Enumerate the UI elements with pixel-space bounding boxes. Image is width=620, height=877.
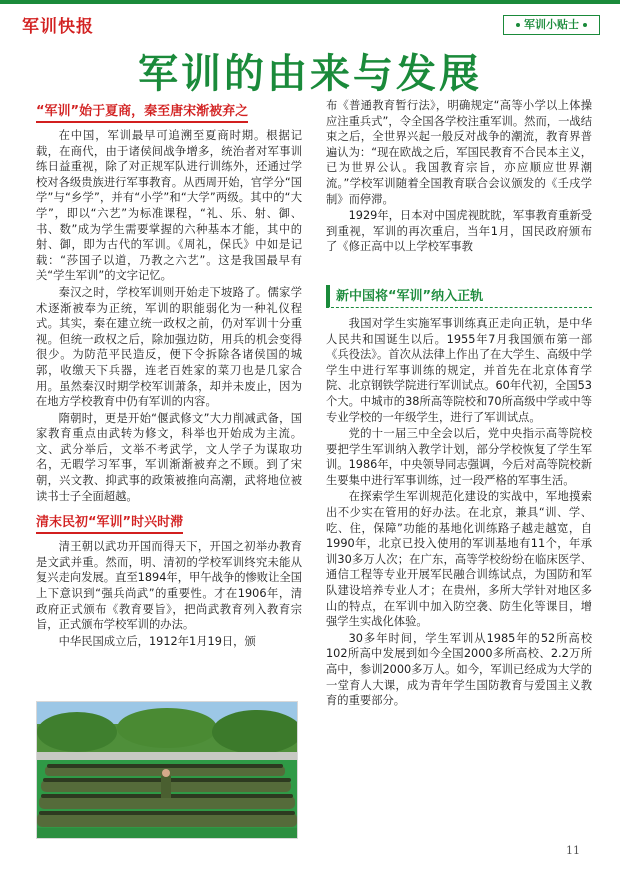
tips-badge: [503, 15, 600, 35]
section-heading-origins: “军训”始于夏商，秦至唐宋渐被弃之: [36, 100, 248, 123]
paragraph: 在中国，军训最早可追溯至夏商时期。根据记载，在商代，由于诸侯间战争增多，统治者对军事训练日益重视，除了对正规军队进行训练外，还通过学校对各级贵族进行军事教育。从西周开始，官学分“国学”与“乡学”，并有“小学”和“大学”两级。其中的“大学”，即以“六艺”为标准课程，“礼、乐、射、御、书、数”成为学生需要掌握的六种基本才能，其中的射、御，即为古代的军训。《周礼，保氏》中如是记载：“莎国子以道，乃教之六艺”。这是我国最早有关“学生军训”的文字记忆。: [36, 129, 302, 283]
paragraph: 隋朝时，更是开始“偃武修文”大力削减武备，国家教育重点由武转为修文，科举也开始成为主流。文、武分举后，文举不考武学，文人学子为谋取功名，无暇学习军事，军训渐渐被弃之不顾。到了宋朝，兴文教、抑武事的政策被推向高潮，武将地位被读书士子全面超越。: [36, 411, 302, 503]
top-rule: [0, 0, 620, 4]
paragraph: 30多年时间，学生军训从1985年的52所高校102所高中发展到如今全国2000多所高校、2.2万所高中，参训2000多万人。如今，军训已经成为大学的一堂育人大课，成为青年学生国防教育与爱国主义教育的重要部分。: [326, 631, 592, 708]
tips-label: 军训小贴士: [524, 18, 579, 31]
bullet-dot-icon: [583, 23, 587, 27]
left-column: [36, 98, 302, 650]
photo-illustration: [37, 702, 298, 839]
paragraph: 1929年，日本对中国虎视眈眈，军事教育重新受到重视，军训的再次重启，当年1月，国民政府颁布了《修正高中以上学校军事教: [326, 209, 592, 254]
paragraph: 清王朝以武功开国而得天下，开国之初举办教育是文武并重。然而，明、清初的学校军训终究未能从复兴走向发展。直至1894年，甲午战争的惨败让全国上下意识到“强兵尚武”的重要性。才在1906年，清政府正式颁布《教育要旨》，把尚武教育列入教育宗旨，正式颁布学校军训的办法。: [36, 540, 302, 632]
page-number: 11: [566, 844, 580, 857]
paragraph: 布《普通教育暂行法》，明确规定“高等小学以上体操应注重兵式”，令全国各学校注重军训。然而，一战结束之后，全世界兴起一般反对战争的潮流，教育界普遍认为：“现在欧战之后，军国民教育不合民本主义，已为世界公认。我国教育宗旨，亦应顺应世界潮流。”学校军训随着全国教育联合会议颁发的《壬戌学制》而停滞。: [326, 99, 592, 206]
paragraph: 秦汉之时，学校军训则开始走下坡路了。儒家学术逐渐被奉为正统，军训的职能弱化为一种礼仪程式。其实，秦在建立统一政权之前，仍对军训十分重视。但统一政权之后，除加强边防，用兵的机会变得很少。为防范平民造反，便下令拆除各诸侯国的城郭，收缴天下兵器，连老百姓家的菜刀也是几家合用。虽然秦汉时期学校军训萧条，却并未废止，因为在地方学校教育中仍有军训的内容。: [36, 285, 302, 409]
right-column: [326, 98, 592, 710]
paragraph: 在探索学生军训规范化建设的实战中，军地摸索出不少实在管用的好办法。在北京，兼具“训、学、吃、住，保障”功能的基地化训练路子越走越宽，自1990年，北京已投入使用的军训基地有11个，年承训30多万人次；在广东，高等学校纷纷在临床医学、通信工程等专业开展军民融合训练试点，为国防和军队建设培养专业人才；在贵州，多所大学针对地区多山的特点，在军训中加入防空袭、防生化等课目，增强学生实战化体验。: [326, 490, 592, 629]
military-training-photo: [36, 701, 298, 839]
paragraph: 中华民国成立后，1912年1月19日，颁: [58, 634, 256, 648]
section-heading-qing-republic: 清末民初“军训”时兴时滞: [36, 511, 183, 534]
section-tag: 军训快报: [22, 17, 94, 37]
bullet-dot-icon: [516, 23, 520, 27]
section-heading-new-china: 新中国将“军训”纳入正轨: [326, 285, 592, 308]
article-title: 军训的由来与发展: [138, 51, 482, 97]
paragraph: 党的十一届三中全会以后，党中央指示高等院校要把学生军训纳入教学计划，部分学校恢复了学生军训。1986年，中央领导同志强调，今后对高等院校新生要集中进行军事训练，过一段严格的军事生活。: [326, 427, 592, 487]
paragraph: 我国对学生实施军事训练真正走向正轨，是中华人民共和国诞生以后。1955年7月我国颁布第一部《兵役法》。首次从法律上作出了在大学生、高级中学学生中进行军事训练的规定，并首先在北京体育学院、北京钢铁学院进行军训试点。60年代初，全国53个大。中城市的38所高等院校和70所高级中学或中等专业学校的一年级学生，进行了军训试点。: [326, 316, 592, 424]
